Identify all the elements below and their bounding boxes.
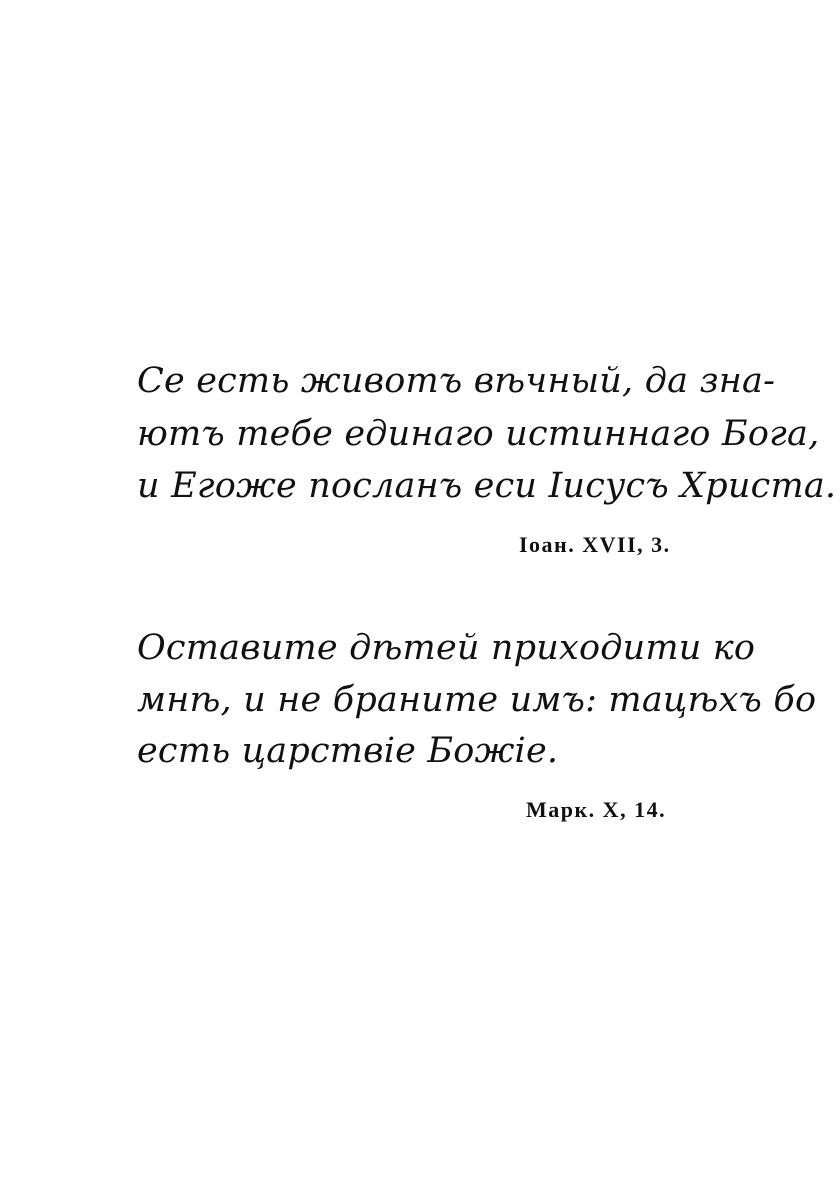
epigraph-mark-line-1: Оставите дѣтей приходити ко	[137, 628, 756, 668]
epigraph-mark-line-2: мнѣ, и не браните имъ: тацѣхъ бо	[137, 680, 817, 720]
epigraph-mark-line-3: есть царствіе Божіе.	[137, 731, 559, 771]
epigraph-mark-reference: Марк. X, 14.	[526, 797, 667, 822]
epigraph-john-reference: Іоан. XVII, 3.	[519, 532, 671, 557]
epigraph-john-line-1: Се есть животъ вѣчный, да зна-	[137, 361, 776, 401]
epigraph-john-line-3: и Егоже посланъ еси Іисусъ Христа.	[137, 466, 837, 506]
epigraph-john-line-2: ютъ тебе единаго истиннаго Бога,	[137, 414, 820, 454]
